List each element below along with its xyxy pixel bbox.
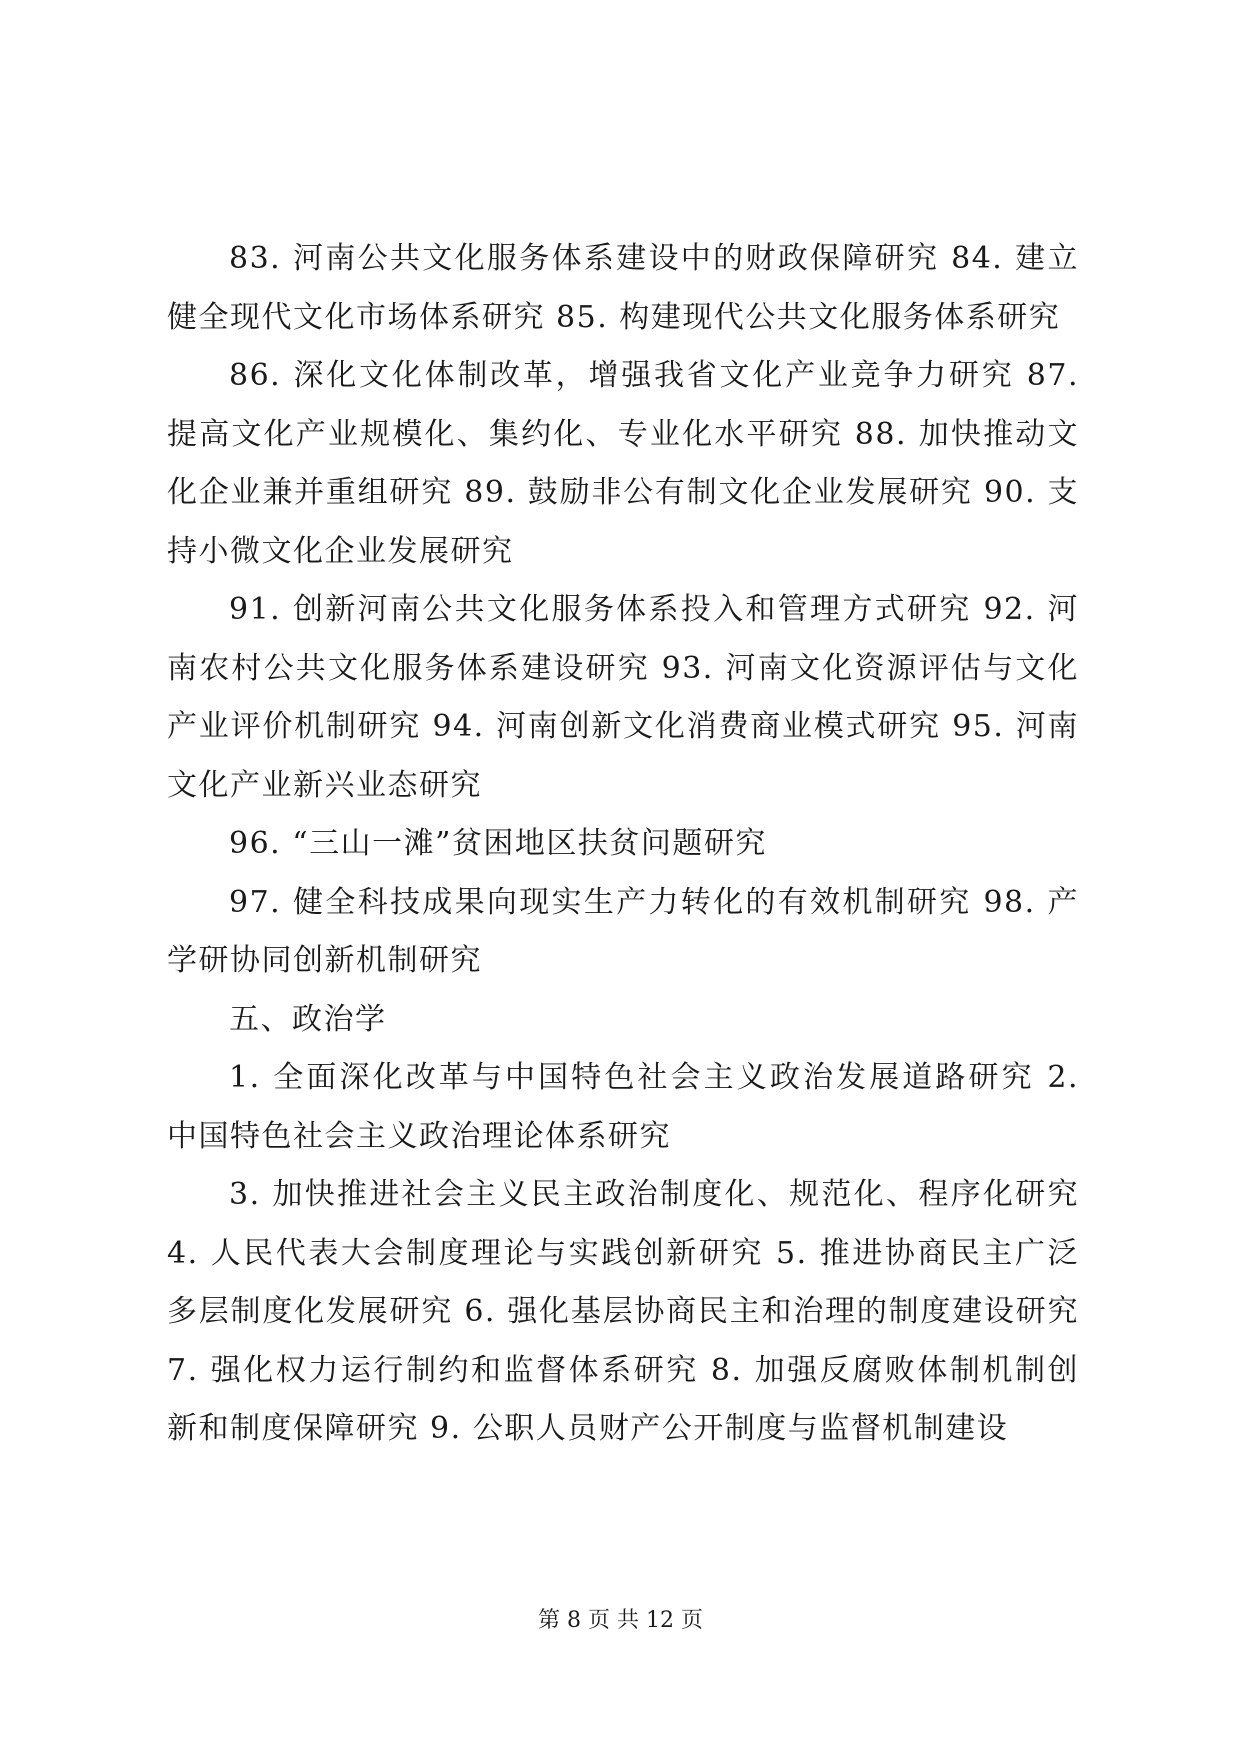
page-number-footer: 第 8 页 共 12 页 (538, 1608, 703, 1633)
paragraph-91-95: 91. 创新河南公共文化服务体系投入和管理方式研究 92. 河南农村公共文化服务体系建设研究 93. 河南文化资源评估与文化产业评价机制研究 94. 河南创新文化消费商业模式研究 95. 河南文化产业新兴业态研究 (167, 592, 1079, 803)
paragraph-3-9: 3. 加快推进社会主义民主政治制度化、规范化、程序化研究 4. 人民代表大会制度理论与实践创新研究 5. 推进协商民主广泛多层制度化发展研究 6. 强化基层协商民主和治理的制度建设研究 7. 强化权力运行制约和监督体系研究 8. 加强反腐败体制机制创新和制度保障研究 9. 公职人员财产公开制度与监督机制建设 (167, 1177, 1079, 1446)
section-heading-political-science: 五、政治学 (229, 1001, 387, 1037)
paragraph-1-2: 1. 全面深化改革与中国特色社会主义政治发展道路研究 2. 中国特色社会主义政治理论体系研究 (167, 1060, 1079, 1154)
paragraph-96: 96. “三山一滩”贫困地区扶贫问题研究 (229, 826, 767, 861)
document-body (167, 230, 1079, 1459)
paragraph-83-85: 83. 河南公共文化服务体系建设中的财政保障研究 84. 建立健全现代文化市场体系研究 85. 构建现代公共文化服务体系研究 (167, 241, 1079, 335)
paragraph-86-90: 86. 深化文化体制改革，增强我省文化产业竞争力研究 87. 提高文化产业规模化、集约化、专业化水平研究 88. 加快推动文化企业兼并重组研究 89. 鼓励非公有制文化企业发展研究 90. 支持小微文化企业发展研究 (167, 358, 1079, 569)
paragraph-97-98: 97. 健全科技成果向现实生产力转化的有效机制研究 98. 产学研协同创新机制研究 (167, 884, 1079, 978)
